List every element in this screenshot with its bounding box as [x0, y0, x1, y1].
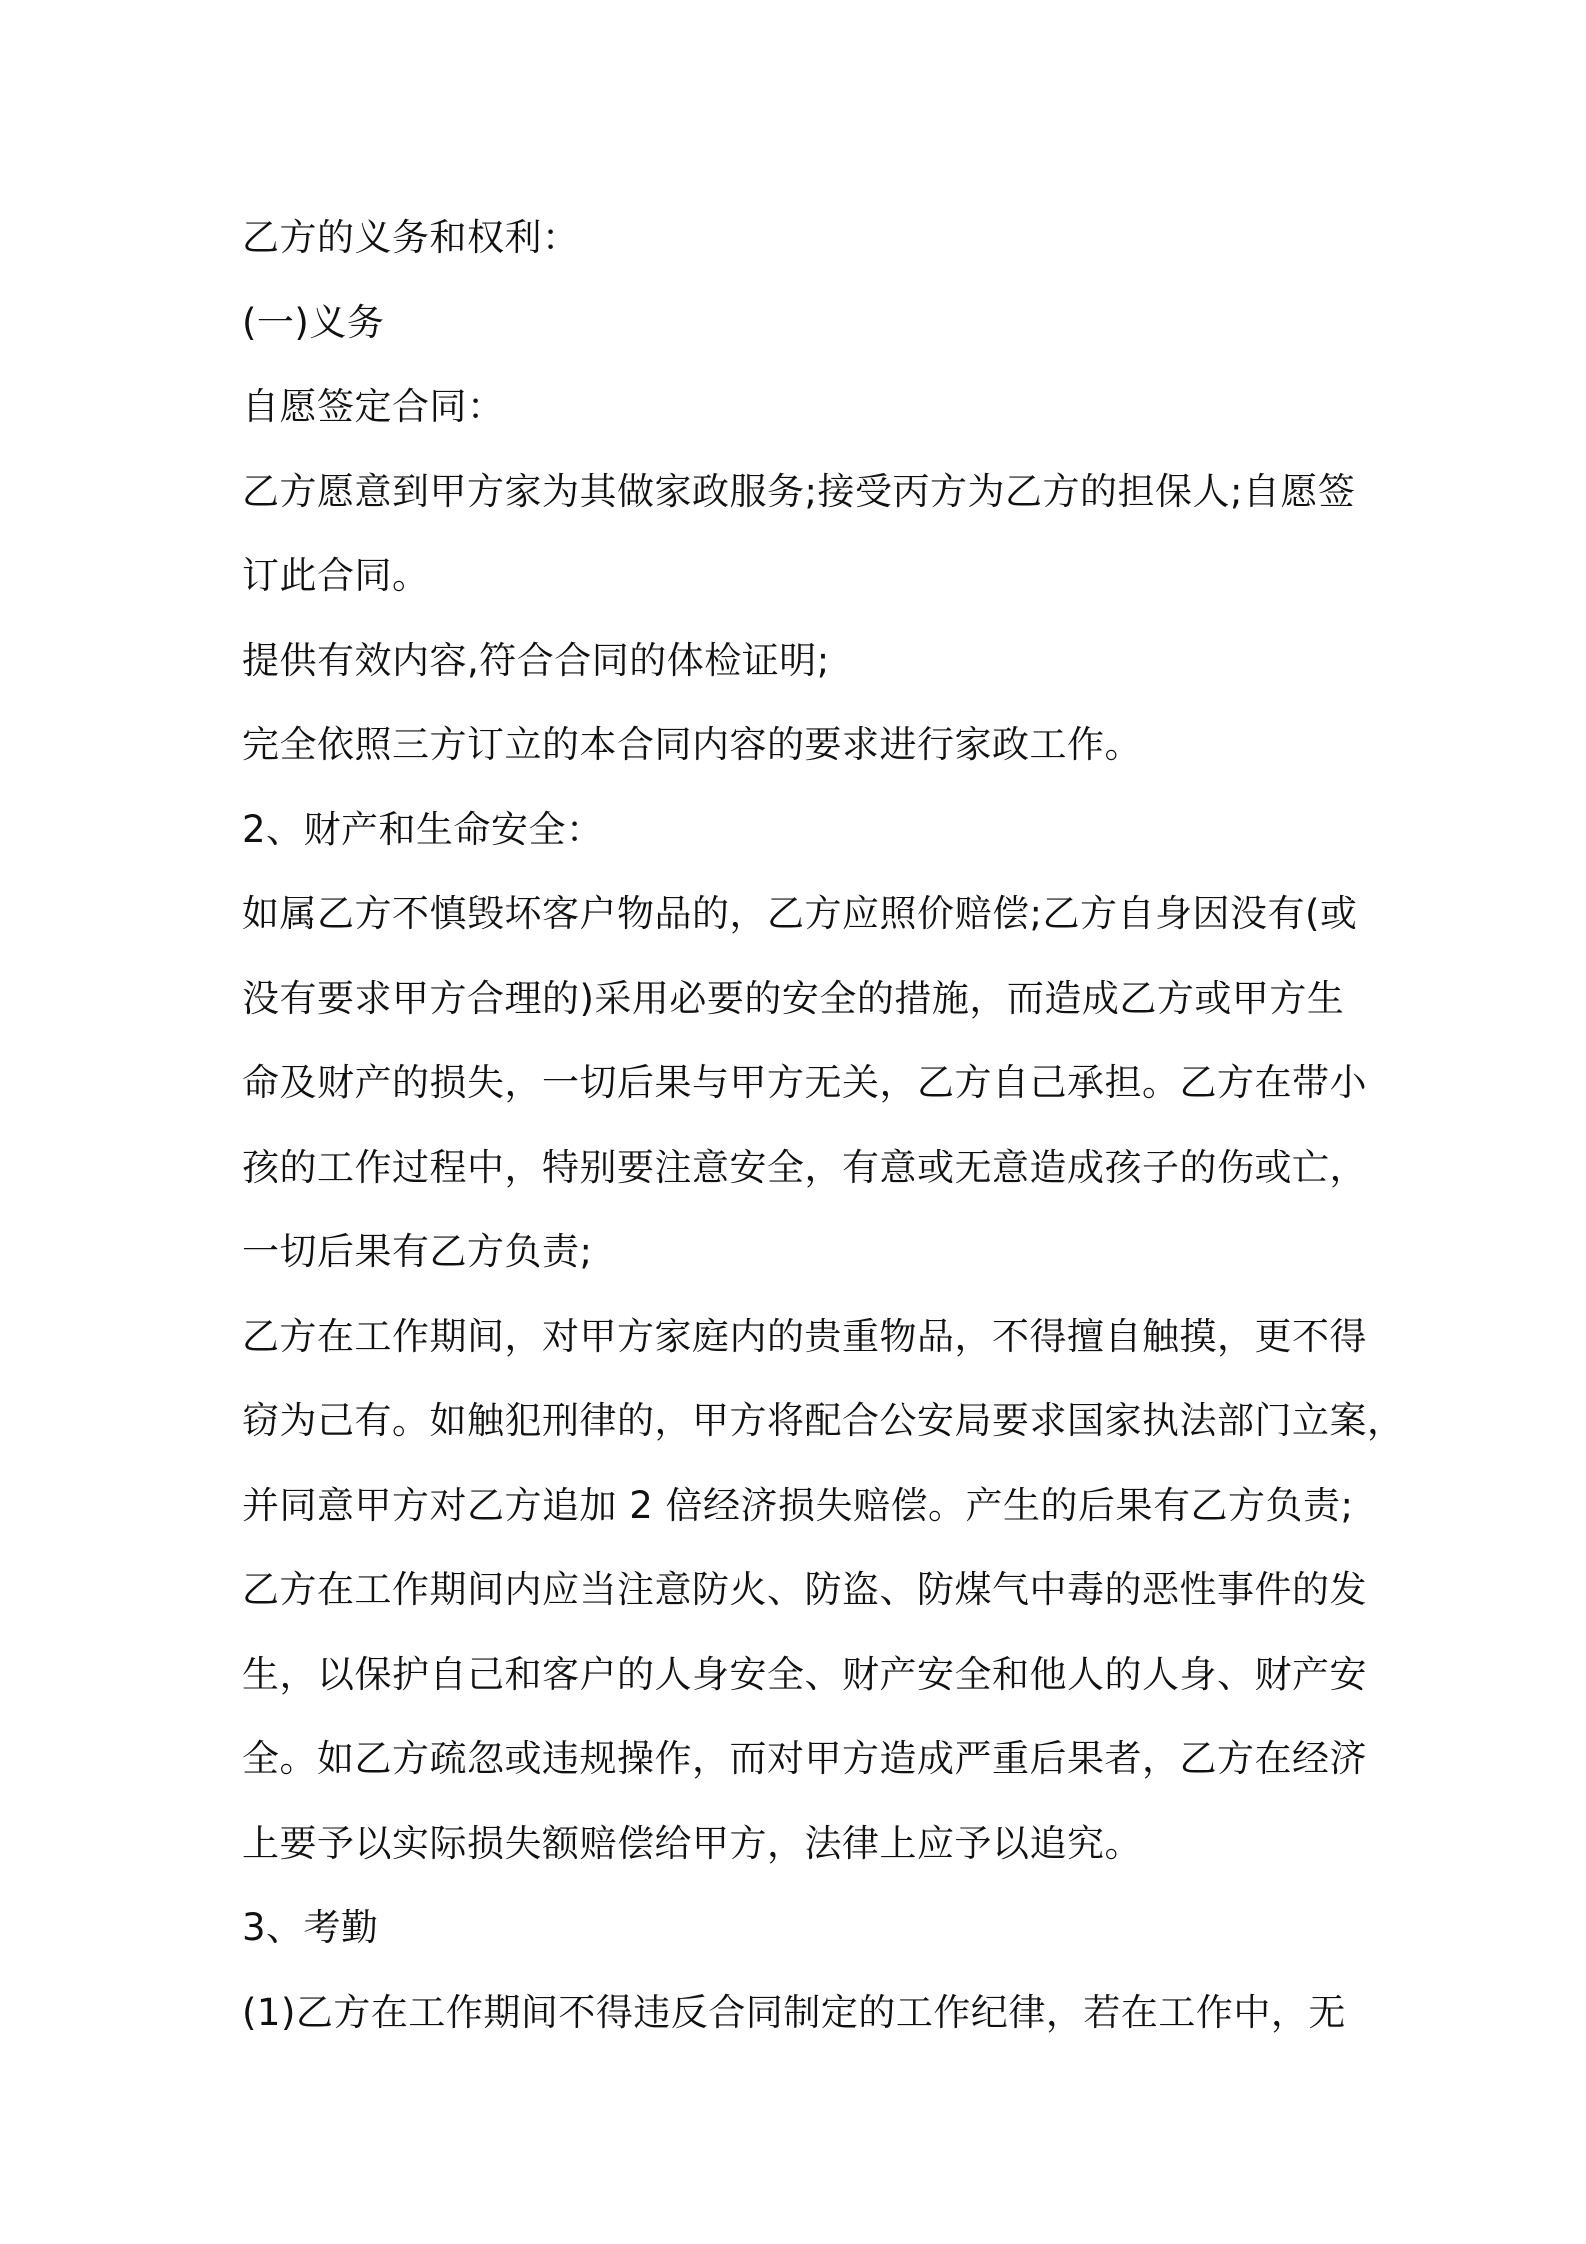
text-line: (一)义务 [242, 300, 385, 344]
text-line: 全。如乙方疏忽或违规操作，而对甲方造成严重后果者，乙方在经济 [242, 1737, 1367, 1780]
text-line: 乙方在工作期间内应当注意防火、防盗、防煤气中毒的恶性事件的发 [242, 1568, 1367, 1611]
text-line: 提供有效内容,符合合同的体检证明; [242, 638, 830, 682]
document-page [242, 196, 1405, 2055]
text-line: 孩的工作过程中，特别要注意安全，有意或无意造成孩子的伤或亡， [242, 1145, 1367, 1189]
text-line: 自愿签定合同： [242, 385, 505, 428]
text-line: 3、考勤 [242, 1906, 379, 1949]
text-line: 订此合同。 [242, 554, 430, 597]
paragraph-voluntary-contract [242, 450, 1362, 619]
paragraph-fire-theft-gas [242, 1548, 1367, 1886]
paragraph-attendance-heading [242, 1886, 1362, 1971]
paragraph-health-certificate [242, 619, 1362, 704]
paragraph-duties-rights-heading [242, 196, 1362, 281]
text-line: 生，以保护自己和客户的人身安全、财产安全和他人的人身、财产安 [242, 1652, 1367, 1696]
text-line: 乙方愿意到甲方家为其做家政服务;接受丙方为乙方的担保人;自愿签 [242, 469, 1356, 513]
text-line: 乙方在工作期间，对甲方家庭内的贵重物品，不得擅自触摸，更不得 [242, 1314, 1367, 1358]
text-line: 完全依照三方订立的本合同内容的要求进行家政工作。 [242, 723, 1142, 766]
paragraph-valuables [242, 1295, 1405, 1549]
paragraph-follow-contract [242, 703, 1362, 788]
paragraph-obligations-heading [242, 281, 1362, 366]
paragraph-damage-compensation [242, 872, 1367, 1295]
paragraph-voluntary-contract-heading [242, 365, 1362, 450]
text-line: 乙方的义务和权利： [242, 216, 580, 259]
text-line: 窃为己有。如触犯刑律的，甲方将配合公安局要求国家执法部门立案， [242, 1399, 1405, 1442]
text-line: 一切后果有乙方负责; [242, 1230, 593, 1273]
text-line: 上要予以实际损失额赔偿给甲方，法律上应予以追究。 [242, 1821, 1142, 1865]
text-line: (1)乙方在工作期间不得违反合同制定的工作纪律，若在工作中，无 [242, 1990, 1346, 2034]
text-line: 如属乙方不慎毁坏客户物品的，乙方应照价赔偿;乙方自身因没有(或 [242, 892, 1358, 935]
text-line: 2、财产和生命安全： [242, 807, 604, 851]
text-line: 并同意甲方对乙方追加 2 倍经济损失赔偿。产生的后果有乙方负责; [242, 1483, 1354, 1527]
paragraph-safety-heading [242, 788, 1362, 873]
paragraph-work-discipline [242, 1971, 1362, 2056]
text-line: 命及财产的损失，一切后果与甲方无关，乙方自己承担。乙方在带小 [242, 1061, 1367, 1104]
text-line: 没有要求甲方合理的)采用必要的安全的措施，而造成乙方或甲方生 [242, 976, 1345, 1020]
